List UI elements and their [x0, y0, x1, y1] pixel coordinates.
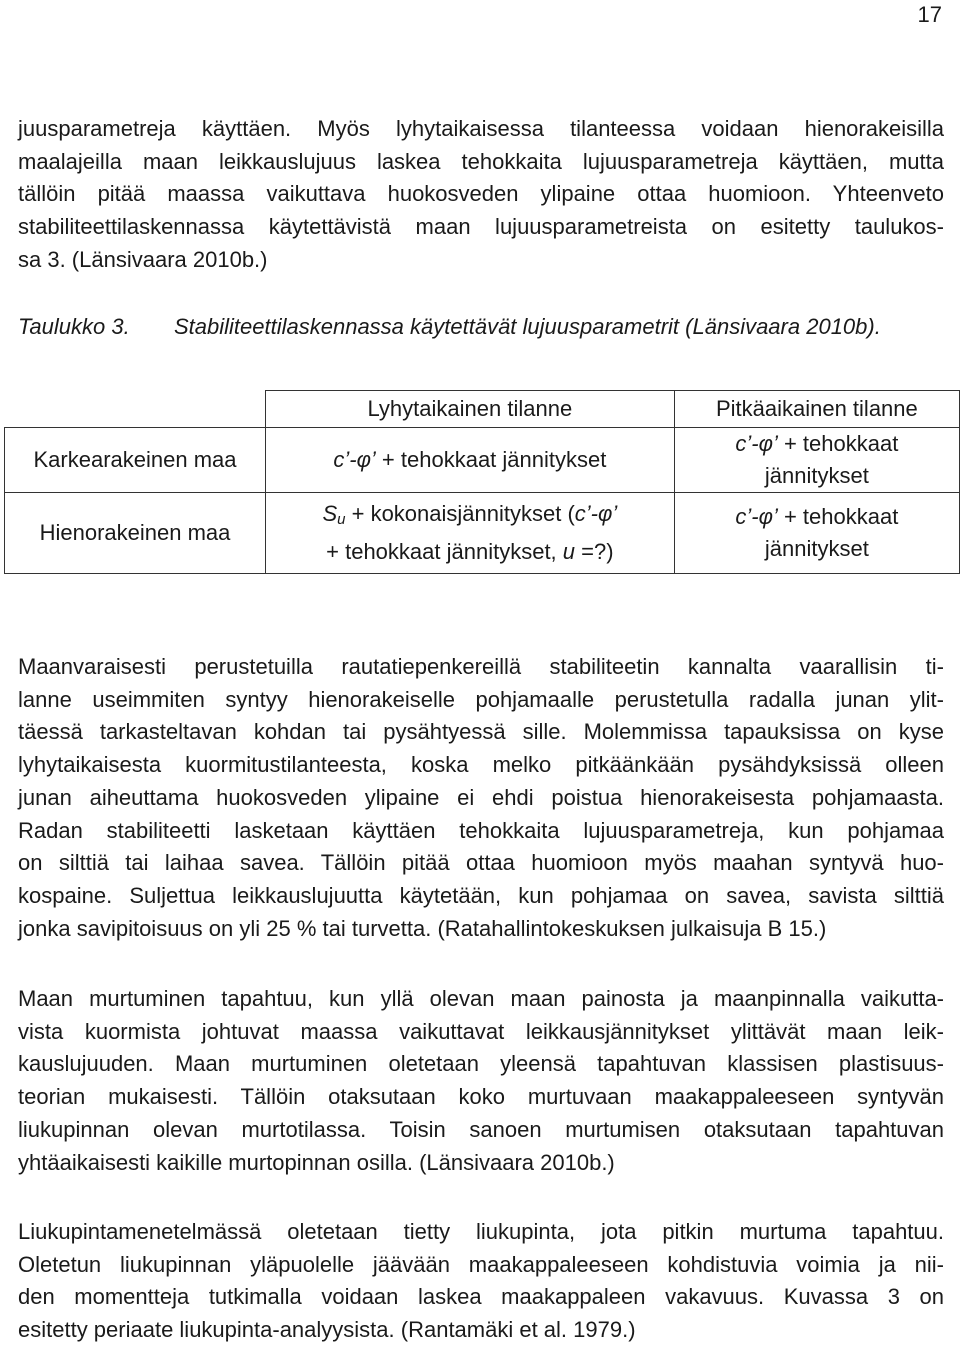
cell-text: jännitykset [764, 463, 869, 488]
text-line: kospaine. Suljettua leikkauslujuutta käytetään, kun pohjamaa on savea, savista silttiä [18, 882, 944, 908]
text-line: Maan murtuminen tapahtuu, kun yllä olevan maan painosta ja maanpinnalla vaikutta- [18, 986, 944, 1011]
text-line: Oletetun liukupinnan yläpuolelle jäävään maakappaleeseen kohdistuvia voimia ja nii- [18, 1251, 944, 1277]
cell-text: + tehokkaat jännitykset [375, 447, 607, 472]
table-header-row [5, 391, 960, 428]
text-line: junan aiheuttama huokosveden ylipaine ei ehdi poistua hienorakeisesta pohjamaasta. [18, 784, 944, 810]
row-label-fine-soil: Hienorakeinen maa [5, 493, 266, 574]
pore-pressure-symbol: u [562, 539, 576, 564]
text-line: maalajeilla maan leikkauslujuus laskea tehokkaita lujuusparametreja käyttäen, mutta [18, 148, 944, 174]
cell-text: + tehokkaat [777, 431, 899, 456]
text-line: on silttiä tai laihaa savea. Tällöin pitää ottaa huomioon myös maahan syntyvä huo- [18, 850, 944, 876]
cell-coarse-long-term [674, 428, 959, 493]
text-line: Radan stabiliteetti lasketaan käyttäen tehokkaita lujuusparametreja, kun pohjamaa [18, 817, 944, 843]
cell-text: + tehokkaat [777, 504, 899, 529]
strength-symbol: c’-φ’ [735, 504, 778, 529]
text-line: Liukupintamenetelmässä oletetaan tietty liukupinta, jota pitkin murtuma tapahtuu. [18, 1219, 944, 1244]
cell-text: + kokonaisjännitykset ( [345, 501, 575, 526]
cell-text: jännitykset [764, 536, 869, 561]
text-line: tällöin pitää maassa vaikuttava huokosveden ylipaine ottaa huomioon. Yhteenveto [18, 181, 944, 207]
text-line: liukupinnan olevan murtotilassa. Toisin sanoen murtumisen otaksutaan tapahtuvan [18, 1116, 944, 1142]
text-line: juusparametreja käyttäen. Myös lyhytaikaisessa tilanteessa voidaan hienorakeisilla [18, 116, 944, 141]
text-line: kauslujuuden. Maan murtuminen oletetaan yleensä tapahtuvan klassisen plastisuus- [18, 1051, 944, 1077]
subscript: u [337, 511, 346, 528]
table-row [5, 428, 960, 493]
table-row [5, 493, 960, 574]
table-caption-text: Stabiliteettilaskennassa käytettävät lujuusparametrit (Länsivaara 2010b). [174, 314, 881, 339]
text-line: lyhytaikaisesta kuormitustilanteesta, koska melko pitkäänkään pysähdyksissä olleen [18, 752, 944, 778]
text-line: lanne useimmiten syntyy hienorakeiselle pohjamaalle perustetulla radalla junan ylit- [18, 686, 944, 712]
cell-text: =?) [575, 539, 614, 564]
text-line: yhtäaikaisesti kaikille murtopinnan osilla. (Länsivaara 2010b.) [18, 1149, 615, 1175]
table-corner-cell [5, 391, 266, 428]
strength-symbol: c’-φ’ [735, 431, 778, 456]
text-line: esitetty periaate liukupinta-analyysista. (Rantamäki et al. 1979.) [18, 1317, 636, 1343]
text-line: täessä tarkasteltavan kohdan tai pysähtyessä sille. Molemmissa tapauksissa on kyse [18, 719, 944, 745]
text-line: den momentteja tutkimalla voidaan laskea maakappaleen vakavuus. Kuvassa 3 on [18, 1284, 944, 1310]
table-caption-label: Taulukko 3. [18, 314, 130, 339]
text-line: stabiliteettilaskennassa käytettävistä maan lujuusparametreista on esitetty taulukos- [18, 214, 944, 240]
strength-symbol: S [322, 501, 338, 526]
strength-symbol: c’-φ’ [333, 447, 376, 472]
header-short-term: Lyhytaikainen tilanne [266, 391, 675, 428]
text-line: teorian mukaisesti. Tällöin otaksutaan koko murtuvaan maakappaleeseen syntyvän [18, 1084, 944, 1110]
cell-coarse-short-term [266, 428, 675, 493]
page-number: 17 [917, 2, 942, 27]
strength-symbol: c’-φ’ [574, 501, 618, 526]
cell-fine-short-term [266, 493, 675, 574]
row-label-coarse-soil: Karkearakeinen maa [5, 428, 266, 493]
header-long-term: Pitkäaikainen tilanne [674, 391, 959, 428]
cell-text: + tehokkaat jännitykset, [326, 539, 563, 564]
body-paragraph [18, 1216, 944, 1347]
body-paragraph [18, 983, 944, 1179]
text-line: jonka savipitoisuus on yli 25 % tai turvetta. (Ratahallintokeskuksen julkaisuja B 15.) [18, 915, 827, 941]
text-line: Maanvaraisesti perustetuilla rautatiepenkereillä stabiliteetin kannalta vaarallisin ti- [18, 654, 944, 679]
intro-paragraph [18, 113, 944, 277]
text-line: vista kuormista johtuvat maassa vaikuttavat leikkausjännitykset ylittävät maan leik- [18, 1018, 944, 1044]
cell-fine-long-term [674, 493, 959, 574]
body-paragraph [18, 651, 944, 945]
strength-parameter-table [4, 390, 960, 574]
text-line: sa 3. (Länsivaara 2010b.) [18, 246, 268, 272]
